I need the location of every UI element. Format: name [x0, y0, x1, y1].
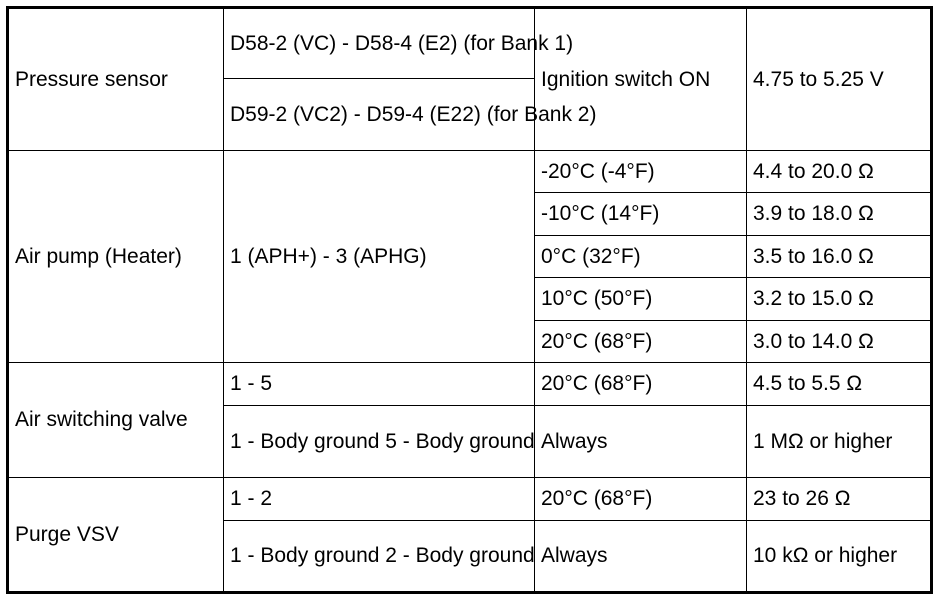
- terminal-cell: 1 - 2: [224, 478, 535, 521]
- table-row: [8, 8, 932, 79]
- spec-cell: 3.0 to 14.0 Ω: [747, 321, 932, 363]
- spec-cell: 3.2 to 15.0 Ω: [747, 278, 932, 321]
- component-cell: Purge VSV: [8, 478, 224, 593]
- terminal-cell: 1 (APH+) - 3 (APHG): [224, 151, 535, 363]
- condition-cell: Always: [535, 406, 747, 478]
- spec-cell: 10 kΩ or higher: [747, 521, 932, 593]
- spec-cell: 4.75 to 5.25 V: [747, 8, 932, 151]
- condition-cell: 10°C (50°F): [535, 278, 747, 321]
- spec-cell: 1 MΩ or higher: [747, 406, 932, 478]
- table-row: [8, 478, 932, 521]
- condition-cell: -20°C (-4°F): [535, 151, 747, 193]
- terminal-cell: 1 - 5: [224, 363, 535, 406]
- condition-cell: Ignition switch ON: [535, 8, 747, 151]
- spec-cell: 3.5 to 16.0 Ω: [747, 236, 932, 278]
- condition-cell: 20°C (68°F): [535, 321, 747, 363]
- condition-cell: -10°C (14°F): [535, 193, 747, 236]
- terminal-cell: D59-2 (VC2) - D59-4 (E22) (for Bank 2): [224, 79, 535, 151]
- terminal-cell: 1 - Body ground 5 - Body ground: [224, 406, 535, 478]
- resistance-spec-table: [6, 6, 933, 594]
- condition-cell: 0°C (32°F): [535, 236, 747, 278]
- spec-cell: 4.4 to 20.0 Ω: [747, 151, 932, 193]
- terminal-cell: D58-2 (VC) - D58-4 (E2) (for Bank 1): [224, 8, 535, 79]
- component-cell: Air switching valve: [8, 363, 224, 478]
- condition-cell: 20°C (68°F): [535, 478, 747, 521]
- spec-cell: 23 to 26 Ω: [747, 478, 932, 521]
- spec-cell: 3.9 to 18.0 Ω: [747, 193, 932, 236]
- condition-cell: Always: [535, 521, 747, 593]
- component-cell: Pressure sensor: [8, 8, 224, 151]
- spec-cell: 4.5 to 5.5 Ω: [747, 363, 932, 406]
- component-cell: Air pump (Heater): [8, 151, 224, 363]
- terminal-cell: 1 - Body ground 2 - Body ground: [224, 521, 535, 593]
- table-row: [8, 151, 932, 193]
- condition-cell: 20°C (68°F): [535, 363, 747, 406]
- table-row: [8, 363, 932, 406]
